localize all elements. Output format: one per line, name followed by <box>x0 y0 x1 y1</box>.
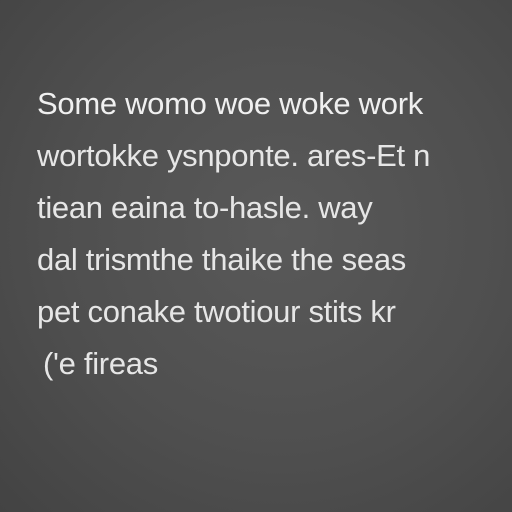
text-line-5: pet conake twotiour stits kr <box>37 294 396 329</box>
text-line-4: dal trismthe thaike the seas <box>37 242 406 277</box>
text-line-6: ('e fireas <box>43 346 158 381</box>
body-text <box>37 78 507 390</box>
text-line-3: tiean eaina to-hasle. way <box>37 190 373 225</box>
text-line-2: wortokke ysnponte. ares-Et n <box>37 138 431 173</box>
text-line-1: Some womo woe woke work <box>37 86 423 121</box>
